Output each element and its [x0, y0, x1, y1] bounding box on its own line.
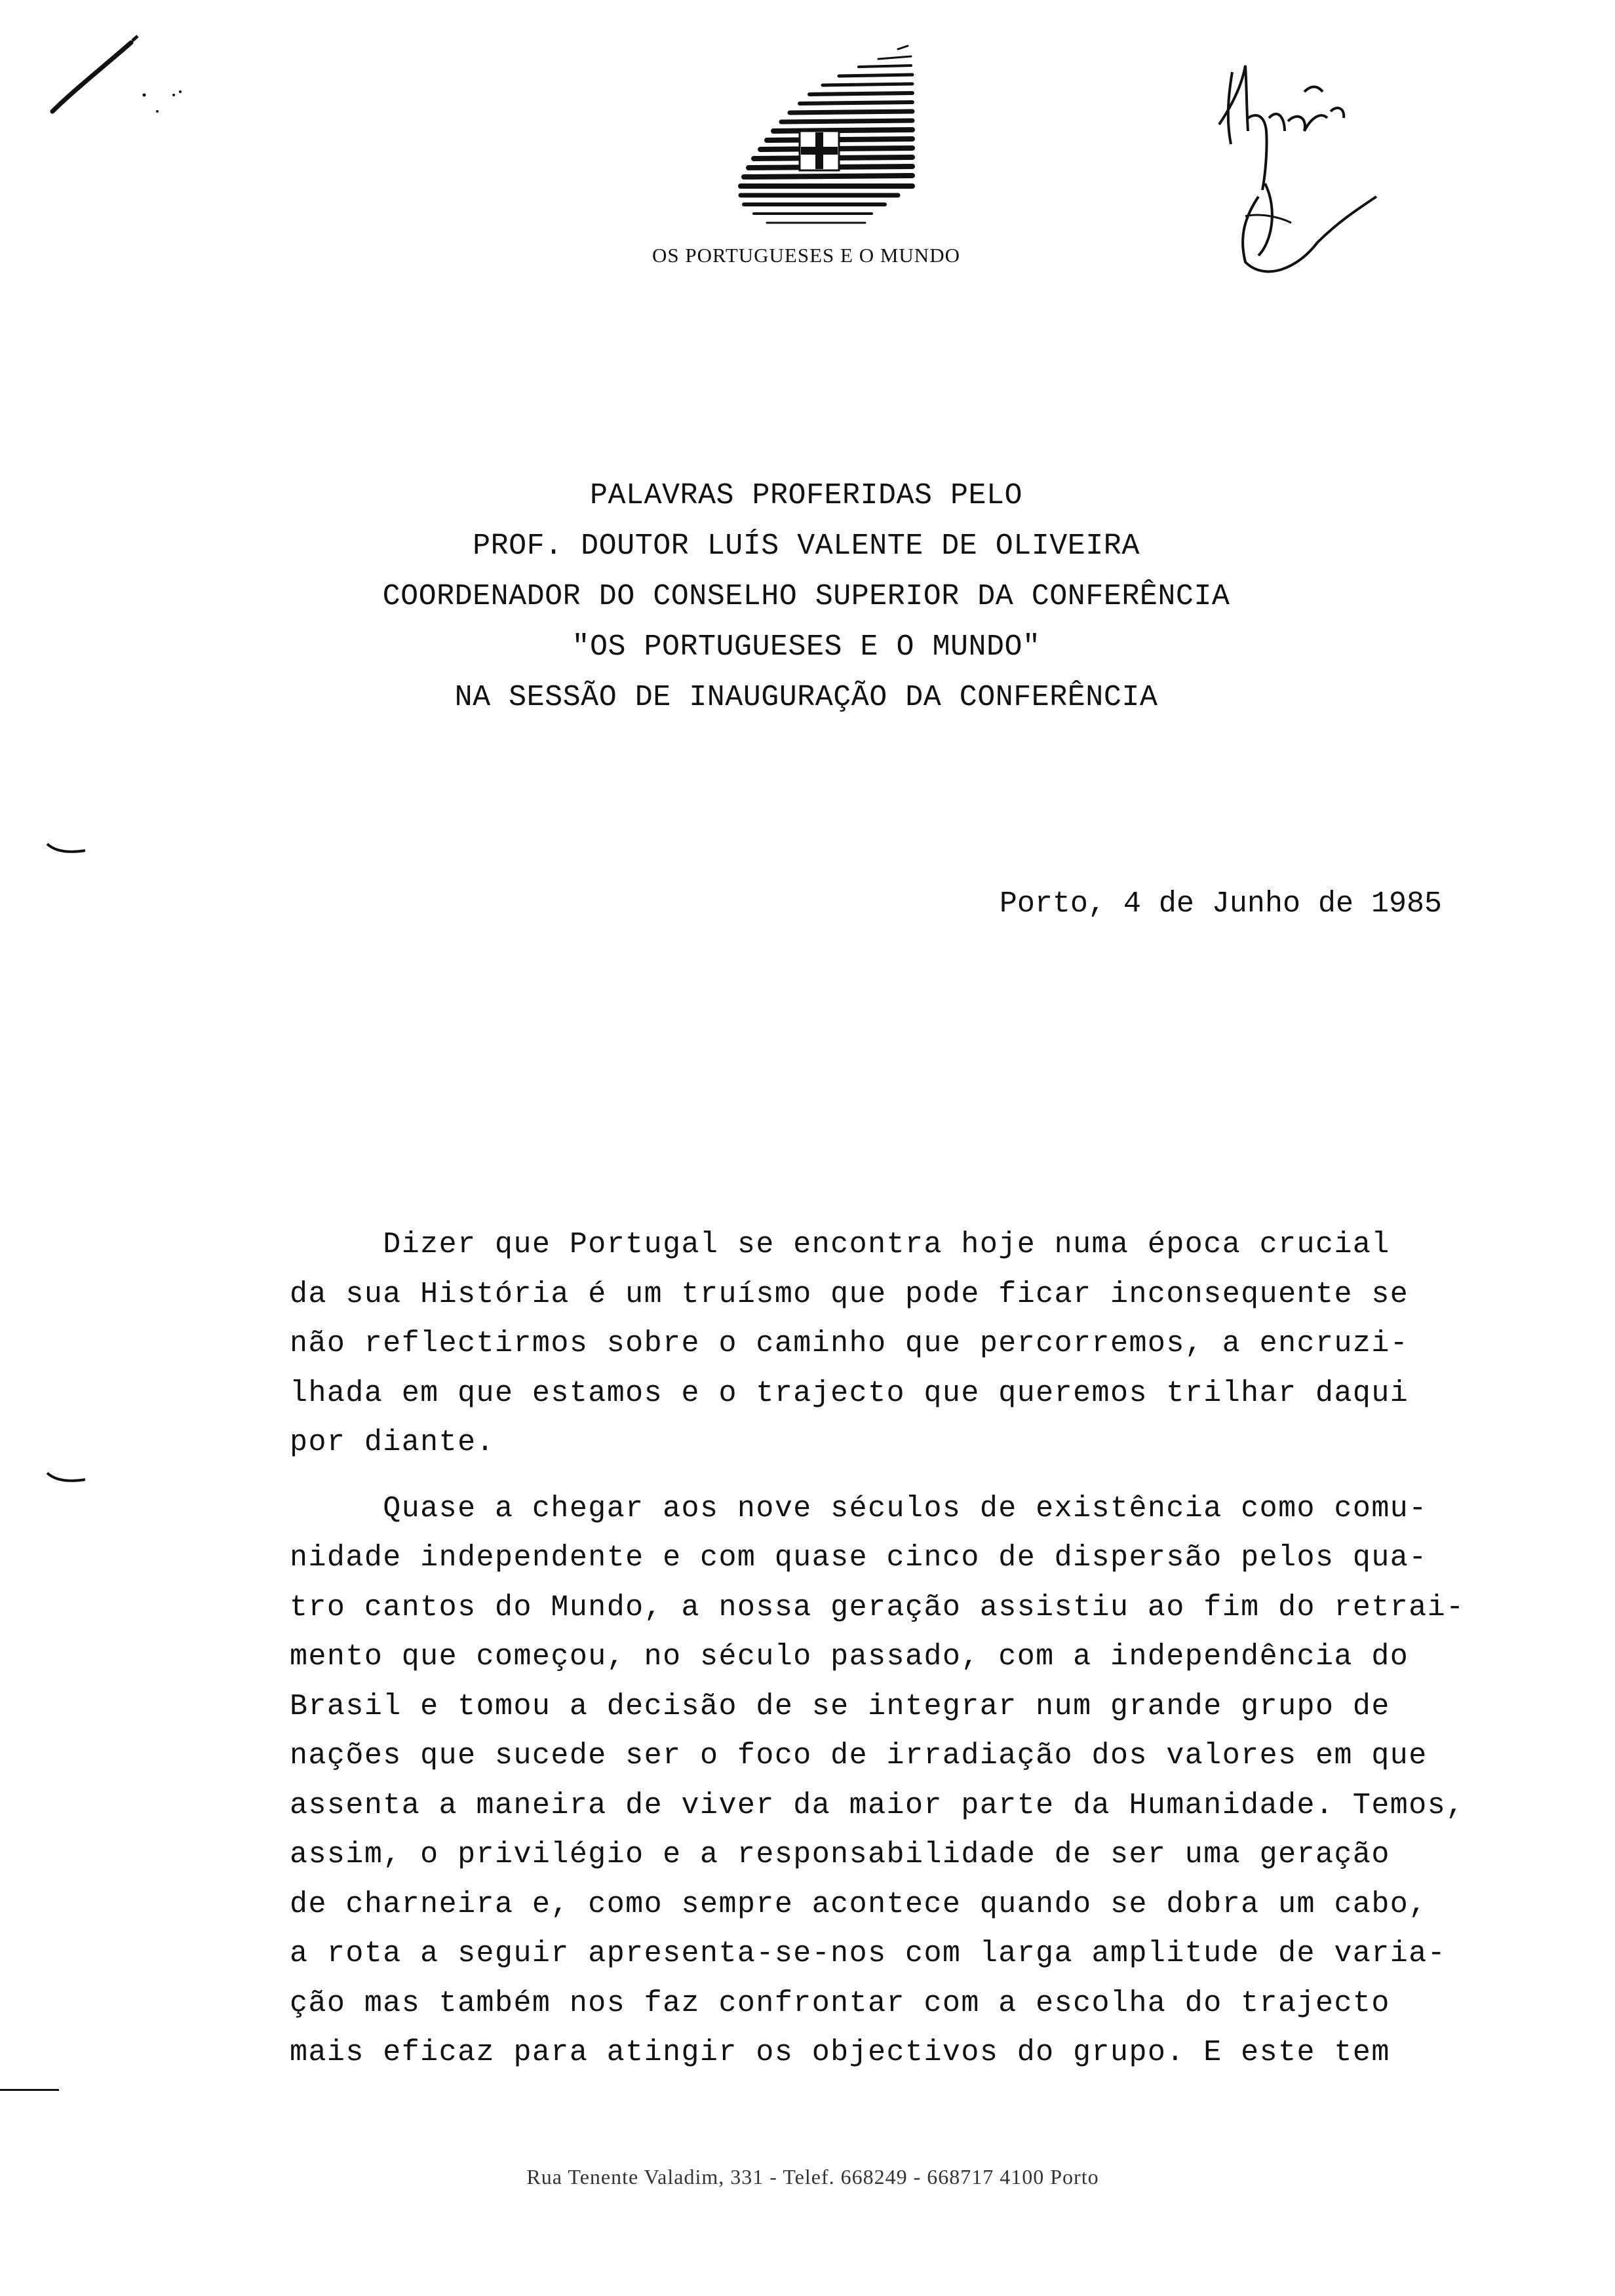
pen-stroke-mark [33, 26, 190, 124]
logo-caption: OS PORTUGUESES E O MUNDO [652, 244, 960, 267]
speech-body [290, 1220, 1535, 2078]
speech-title [197, 470, 1416, 723]
title-line: "OS PORTUGUESES E O MUNDO" [572, 630, 1041, 664]
margin-mark [46, 839, 92, 858]
text-line: nações que sucede ser o foco de irradiação dos valores em que [290, 1739, 1428, 1772]
text-line: mais eficaz para atingir os objectivos do grupo. E este tem [290, 2036, 1390, 2069]
text-line: Quase a chegar aos nove séculos de existência como comu- [290, 1491, 1428, 1525]
title-line: COORDENADOR DO CONSELHO SUPERIOR DA CONFERÊNCIA [382, 580, 1230, 613]
text-line: lhada em que estamos e o trajecto que queremos trilhar daqui [290, 1376, 1409, 1410]
text-line: assenta a maneira de viver da maior parte da Humanidade. Temos, [290, 1788, 1465, 1822]
text-line: mento que começou, no século passado, com a independência do [290, 1640, 1409, 1674]
text-line: não reflectirmos sobre o caminho que percorremos, a encruzi- [290, 1327, 1409, 1360]
text-line: de charneira e, como sempre acontece quando se dobra um cabo, [290, 1887, 1428, 1921]
paragraph-2 [290, 1484, 1535, 2078]
margin-dash [0, 2089, 59, 2097]
text-line: assim, o privilégio e a responsabilidade de ser uma geração [290, 1838, 1390, 1871]
handwritten-signature [1206, 46, 1403, 282]
text-line: Dizer que Portugal se encontra hoje numa época crucial [290, 1228, 1390, 1261]
title-line: PALAVRAS PROFERIDAS PELO [589, 479, 1023, 512]
letterhead-footer: Rua Tenente Valadim, 331 - Telef. 668249 - 668717 4100 Porto [526, 2165, 1099, 2189]
text-line: por diante. [290, 1426, 495, 1459]
text-line: Brasil e tomou a decisão de se integrar num grande grupo de [290, 1689, 1390, 1723]
paragraph-1 [290, 1220, 1535, 1468]
title-line: PROF. DOUTOR LUÍS VALENTE DE OLIVEIRA [473, 529, 1140, 563]
text-line: tro cantos do Mundo, a nossa geração assistiu ao fim do retrai- [290, 1590, 1465, 1624]
caravel-logo-icon [682, 26, 957, 242]
text-line: a rota a seguir apresenta-se-nos com larga amplitude de varia- [290, 1937, 1447, 1970]
date-line: Porto, 4 de Junho de 1985 [999, 887, 1442, 921]
paragraph-gap [290, 1468, 1535, 1484]
text-line: da sua História é um truísmo que pode ficar inconsequente se [290, 1277, 1409, 1311]
title-line: NA SESSÃO DE INAUGURAÇÃO DA CONFERÊNCIA [454, 681, 1158, 714]
text-line: ção mas também nos faz confrontar com a escolha do trajecto [290, 1986, 1390, 2020]
text-line: nidade independente e com quase cinco de dispersão pelos qua- [290, 1541, 1428, 1575]
margin-mark [46, 1468, 92, 1487]
